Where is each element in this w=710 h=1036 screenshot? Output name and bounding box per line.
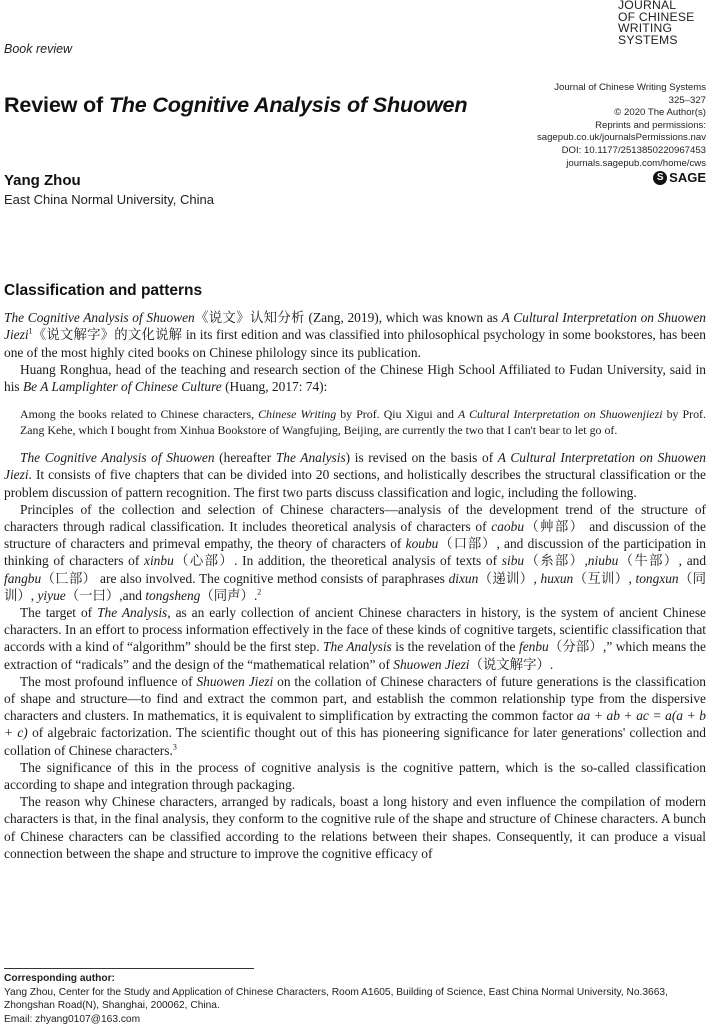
text-run: , xyxy=(30,587,38,603)
pinyin-term: dixun xyxy=(448,570,479,586)
article-title xyxy=(4,92,544,118)
book-title: A Cultural Interpretation on Shuowen Jiezi xyxy=(4,310,706,343)
chinese-term: （心部） xyxy=(173,553,235,569)
text-run: Principles of the collection and selection of Chinese characters—analysis of the development trend of the structure of characters through radical classification. It includes theoretical analysis of characters of xyxy=(4,501,706,535)
chinese-title: 《说文》认知分析 xyxy=(194,310,305,326)
section-label: Book review xyxy=(4,42,73,56)
paragraph-7: The significance of this in the process of cognitive analysis is the cognitive pattern, which is the so-called classification according to shape and integration through packaging. xyxy=(4,759,706,793)
text-run: of algebraic factorization. The scientific thought out of this has pioneering significance for later generations' collection and collation of Chinese characters. xyxy=(4,725,706,758)
text-run: Huang Ronghua, head of the teaching and research section of the Chinese High School Affiliated to Fudan University, said in his xyxy=(4,361,706,395)
text-run: ) is revised on the basis of xyxy=(345,450,498,466)
text-run: , xyxy=(584,553,588,569)
section-heading: Classification and patterns xyxy=(4,282,203,299)
book-title: A Cultural Interpretation on Shuowenjiezi xyxy=(457,407,663,422)
pinyin-term: xinbu xyxy=(144,553,174,569)
text-run: is the revelation of the xyxy=(391,639,519,655)
sage-mark-icon: S xyxy=(653,171,667,185)
journal-logo xyxy=(618,0,708,46)
text-run: (hereafter xyxy=(214,450,276,466)
text-run: . xyxy=(253,587,258,603)
pinyin-term: fenbu xyxy=(518,639,549,655)
text-run: The most profound influence of xyxy=(20,673,197,689)
chinese-term: （匸部） xyxy=(41,570,97,586)
title-book: The Cognitive Analysis of Shuowen xyxy=(108,92,468,117)
pinyin-term: koubu xyxy=(405,536,439,552)
chinese-term: （同声） xyxy=(200,587,254,603)
footnote-marker[interactable]: 1 xyxy=(28,326,33,336)
corresponding-author-note xyxy=(4,972,704,1026)
book-title: The Analysis xyxy=(323,639,392,655)
author-affiliation: East China Normal University, China xyxy=(4,192,214,207)
article-body xyxy=(4,282,706,862)
text-run: , and discussion of the participation in thinking of characters of xyxy=(4,536,707,569)
corresponding-author-email[interactable]: Email: zhyang0107@163.com xyxy=(4,1013,141,1025)
text-run: , xyxy=(628,570,636,586)
formula: aa + ab + ac = a(a + b + c) xyxy=(4,708,707,741)
footnote-marker[interactable]: 2 xyxy=(257,587,262,597)
journal-link[interactable]: journals.sagepub.com/home/cws xyxy=(566,157,706,169)
page-range: 325–327 xyxy=(668,94,706,106)
book-title: Shuowen Jiezi xyxy=(393,656,470,672)
pinyin-term: fangbu xyxy=(4,570,42,586)
paragraph-6 xyxy=(4,673,706,759)
book-title: The Analysis xyxy=(97,605,168,621)
pinyin-term: huxun xyxy=(540,570,574,586)
footnote-marker[interactable]: 3 xyxy=(172,742,177,752)
chinese-term: （互训） xyxy=(573,570,629,586)
text-run: . In addition, the theoretical analysis of texts of xyxy=(234,553,502,569)
journal-logo-line: OF CHINESE xyxy=(618,9,695,24)
text-run: ,and xyxy=(119,587,146,603)
book-title: The Cognitive Analysis of Shuowen xyxy=(4,310,195,326)
chinese-term: （一曰） xyxy=(65,587,120,603)
book-title: Chinese Writing xyxy=(258,407,337,422)
sage-logo xyxy=(653,171,706,185)
chinese-term: （口部） xyxy=(438,536,497,552)
journal-logo-line: SYSTEMS xyxy=(618,32,678,47)
journal-name: Journal of Chinese Writing Systems xyxy=(554,82,706,93)
doi[interactable]: DOI: 10.1177/2513850220967453 xyxy=(561,144,706,156)
text-run: and discussion of the structure of characters and primeval empathy, the theory of characters of xyxy=(4,519,706,552)
pinyin-term: tongsheng xyxy=(145,587,201,603)
corresponding-author-label: Corresponding author: xyxy=(4,973,115,984)
text-run: on the collation of Chinese characters of future generations is the classification of shape and structure—to find and extract the common part, and establish the common relationship type from the dispersive characters and clusters. In mathematics, it is equivalent to simplification by extracting the common factor xyxy=(4,673,706,724)
author-name: Yang Zhou xyxy=(4,172,81,189)
journal-logo-line: JOURNAL xyxy=(618,0,677,12)
reprints-link[interactable]: sagepub.co.uk/journalsPermissions.nav xyxy=(536,132,706,144)
book-title: The Analysis xyxy=(275,450,346,466)
text-run: by Prof. Qiu Xigui and xyxy=(336,407,458,422)
pinyin-term: tongxun xyxy=(635,570,679,586)
pinyin-term: yiyue xyxy=(37,587,66,603)
text-run: Among the books related to Chinese characters, xyxy=(20,407,259,422)
text-run: (Zang, 2019), which was known as xyxy=(304,310,502,326)
text-run: , and xyxy=(678,553,707,569)
text-run: , as an early collection of ancient Chinese characters in history, is the system of ancient Chinese characters. In an effort to process information effectively in the face of these kinds of cognitive targets, scientific classification that accords with a kind of “algorithm” should be the first step. xyxy=(4,605,706,655)
chinese-term: （牛部） xyxy=(618,553,679,569)
book-title: Be A Lamplighter of Chinese Culture xyxy=(22,379,222,395)
book-title: A Cultural Interpretation on Shuowen Jiezi xyxy=(4,450,706,483)
chinese-term: （糸部） xyxy=(524,553,585,569)
text-run: , xyxy=(533,570,541,586)
block-quote xyxy=(20,406,706,438)
chinese-term: （递训） xyxy=(478,570,534,586)
title-prefix: Review of xyxy=(4,92,109,117)
text-run: The target of xyxy=(20,605,98,621)
text-run: ,” which means the extraction of “radicals” and the design of the “mathematical relation” of xyxy=(4,639,706,672)
reprints-label: Reprints and permissions: xyxy=(595,119,706,131)
chinese-term: （同训） xyxy=(4,570,707,603)
pinyin-term: sibu xyxy=(501,553,525,569)
text-run: (Huang, 2017: 74): xyxy=(221,379,328,395)
text-run: are also involved. The cognitive method consists of paraphrases xyxy=(96,570,449,586)
paragraph-8: The reason why Chinese characters, arranged by radicals, boast a long history and even influence the compilation of modern characters is that, in the final analysis, they conform to the cognitive rule of the shape and structure of Chinese characters. A bunch of Chinese characters can be classified according to the relations between their shapes. Consequently, it can produce a visual connection between the shape and structure to improve the cognitive efficacy of xyxy=(4,794,706,861)
chinese-term: （说文解字） xyxy=(469,656,550,672)
chinese-title: 《说文解字》的文化说解 xyxy=(32,327,183,343)
corresponding-author-address: Yang Zhou, Center for the Study and Application of Chinese Characters, Room A1605, Building of Science, East China Normal University, No.3663, Zhongshan Road(N), Shanghai, 200062, China. xyxy=(4,986,668,1012)
text-run: by Prof. Zang Kehe, which I bought from Xinhua Bookstore of Wangfujing, Beijing, are currently the two that I can't bear to let go of. xyxy=(20,407,706,438)
paragraph-1 xyxy=(4,309,706,361)
sage-logo-text: SAGE xyxy=(669,169,706,185)
pinyin-term: caobu xyxy=(491,519,525,535)
paragraph-2 xyxy=(4,361,706,395)
text-run: . It consists of five chapters that can be divided into 20 sections, and holistically describes the structural classification or the problem discussion of pattern recognition. The first two parts discuss classification and logic, including the following. xyxy=(4,467,706,500)
journal-logo-line: WRITING xyxy=(618,21,673,35)
paragraph-4 xyxy=(4,501,706,604)
paragraph-3 xyxy=(4,449,706,501)
chinese-term: （分部） xyxy=(548,639,603,655)
text-run: . xyxy=(549,656,554,672)
footnote-divider xyxy=(4,968,254,969)
text-run: in its first edition and was classified into philosophical psychology in some bookstores, has been one of the most highly cited books on Chinese philology since its publication. xyxy=(4,327,706,360)
copyright: © 2020 The Author(s) xyxy=(614,107,706,119)
chinese-term: （艸部） xyxy=(524,519,585,535)
paragraph-5 xyxy=(4,604,706,673)
book-title: Shuowen Jiezi xyxy=(196,673,274,689)
book-title: The Cognitive Analysis of Shuowen xyxy=(20,450,215,466)
pinyin-term: niubu xyxy=(587,553,619,569)
